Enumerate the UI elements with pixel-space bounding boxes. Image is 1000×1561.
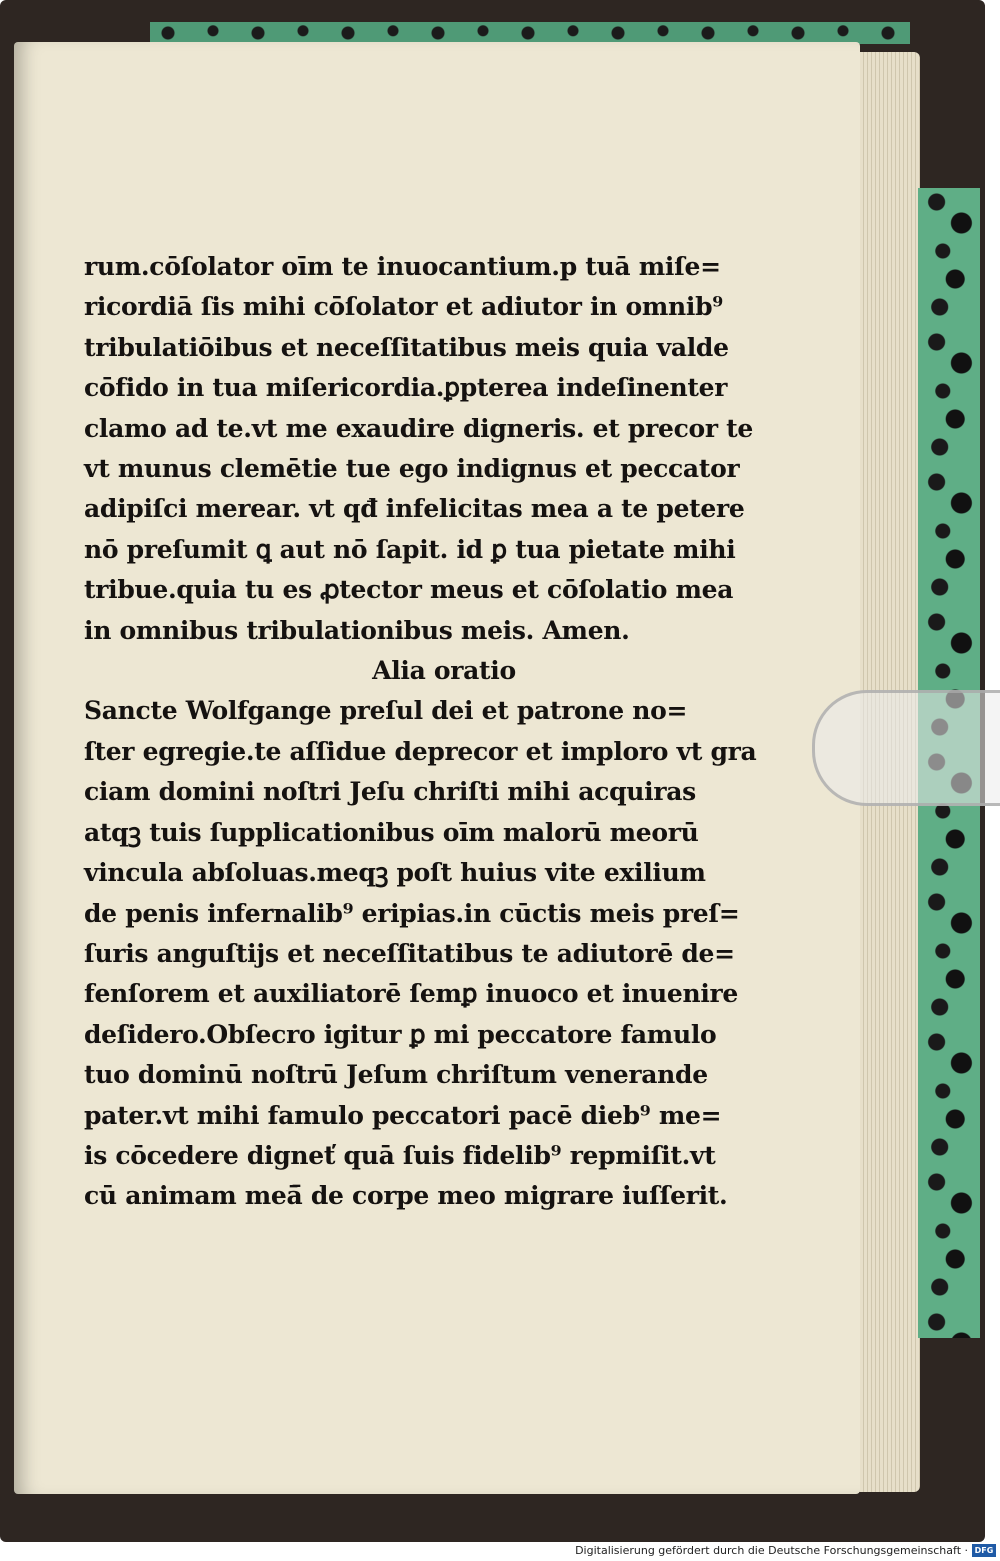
- text-line: tribue.quia tu es ꝓtector meus et cōſolatio mea: [84, 575, 734, 605]
- text-line: clamo ad te.vt me exaudire digneris. et precor te: [84, 413, 754, 443]
- text-line: vincula abſoluas.meqꝫ poſt huius vite exilium: [84, 858, 706, 888]
- text-line: fenſorem et auxiliatorē ſemꝑ inuoco et inuenire: [84, 979, 739, 1009]
- text-line: ciam domini noſtri Jeſu chriſti mihi acquiras: [84, 777, 696, 807]
- text-line: in omnibus tribulationibus meis. Amen.: [84, 615, 630, 645]
- text-line: ricordiā ſis mihi cōſolator et adiutor in omnib⁹: [84, 292, 723, 322]
- dfg-logo-icon: DFG: [972, 1544, 996, 1557]
- book-page: [14, 42, 860, 1494]
- text-line: ſuris anguſtijs et neceſſitatibus te adiutorē de=: [84, 938, 735, 968]
- text-line: Sancte Wolfgange preſul dei et patrone no=: [84, 696, 688, 726]
- section-heading: Alia oratio: [372, 656, 516, 686]
- page-clip: [812, 690, 1000, 806]
- text-line: is cōcedere digneť quā ſuis fidelib⁹ repmiſit.vt: [84, 1140, 716, 1170]
- printed-text-block: [84, 247, 804, 1217]
- text-line: tuo dominū noſtrū Jeſum chriſtum venerande: [84, 1060, 708, 1090]
- text-line: rum.cōſolator oīm te inuocantium.p tuā miſe=: [84, 252, 721, 281]
- text-line: cōfido in tua miſericordia.ꝑpterea indeſinenter: [84, 373, 728, 403]
- text-line: de penis infernalib⁹ eripias.in cūctis meis preſ=: [84, 898, 740, 928]
- text-line: deſidero.Obſecro igitur ꝑ mi peccatore famulo: [84, 1019, 717, 1049]
- text-line: tribulatiōibus et neceſſitatibus meis quia valde: [84, 332, 729, 362]
- text-line: atqꝫ tuis ſupplicationibus oīm malorū meorū: [84, 817, 699, 847]
- text-line: vt munus clemētie tue ego indignus et peccator: [84, 454, 740, 484]
- text-line: pater.vt mihi famulo peccatori pacē dieb⁹ me=: [84, 1100, 722, 1130]
- text-line: nō preſumit ꝗ aut nō ſapit. id ꝑ tua pietate mihi: [84, 534, 736, 564]
- text-line: adipiſci merear. vt qđ infelicitas mea a te petere: [84, 494, 745, 524]
- text-line: cū animam meā̄ de corpe meo migrare iuſſerit.: [84, 1181, 728, 1211]
- marbled-endpaper-top: [150, 22, 910, 44]
- footer-bar: [0, 1542, 1000, 1561]
- funding-credit: Digitalisierung gefördert durch die Deutsche Forschungsgemeinschaft ·: [575, 1544, 968, 1557]
- text-line: ſter egregie.te aſſidue deprecor et imploro vt gra: [84, 736, 757, 766]
